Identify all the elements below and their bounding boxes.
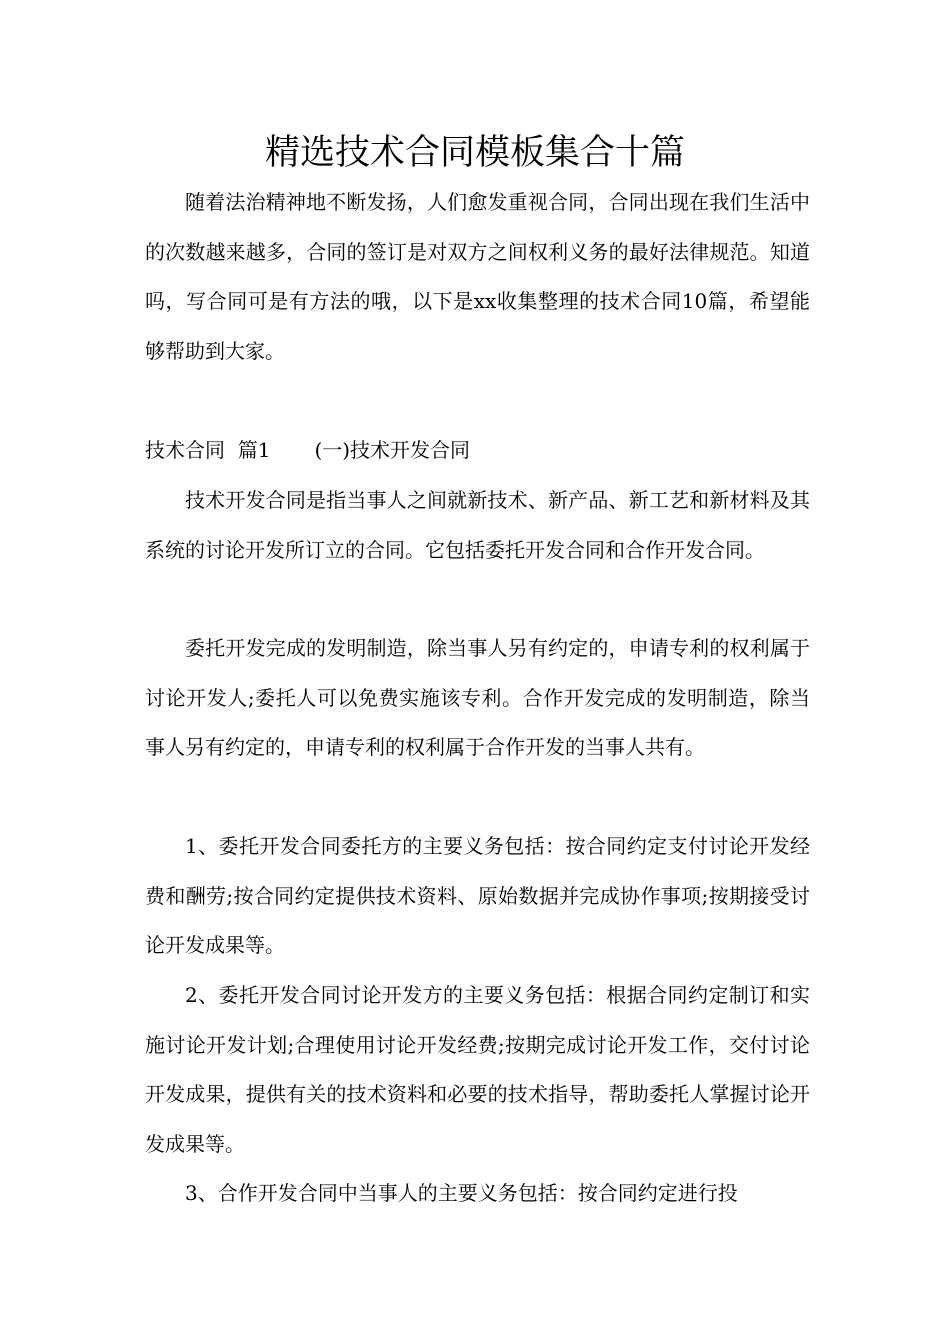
body-paragraph: 技术开发合同是指当事人之间就新技术、新产品、新工艺和新材料及其系统的讨论开发所订立的合同。它包括委托开发合同和合作开发合同。	[145, 488, 810, 562]
document-title: 精选技术合同模板集合十篇	[264, 133, 685, 173]
section-subtitle: (一)技术开发合同	[314, 438, 471, 462]
body-paragraph: 委托开发完成的发明制造，除当事人另有约定的，申请专利的权利属于讨论开发人;委托人可以免费实施该专利。合作开发完成的发明制造，除当事人另有约定的，申请专利的权利属于合作开发的当事人共有。	[145, 636, 810, 760]
body-paragraph: 3、合作开发合同中当事人的主要义务包括：按合同约定进行投	[185, 1181, 738, 1205]
section-label: 技术合同 篇1	[145, 438, 271, 462]
body-paragraph: 1、委托开发合同委托方的主要义务包括：按合同约定支付讨论开发经费和酬劳;按合同约定提供技术资料、原始数据并完成协作事项;按期接受讨论开发成果等。	[145, 834, 810, 958]
section-heading	[145, 426, 810, 476]
intro-paragraph: 随着法治精神地不断发扬，人们愈发重视合同，合同出现在我们生活中的次数越来越多，合同的签订是对双方之间权利义务的最好法律规范。知道吗，写合同可是有方法的哦，以下是xx收集整理的技术合同10篇，希望能够帮助到大家。	[145, 190, 810, 363]
body-paragraph: 2、委托开发合同讨论开发方的主要义务包括：根据合同约定制订和实施讨论开发计划;合理使用讨论开发经费;按期完成讨论开发工作，交付讨论开发成果，提供有关的技术资料和必要的技术指导，帮助委托人掌握讨论开发成果等。	[145, 983, 810, 1156]
